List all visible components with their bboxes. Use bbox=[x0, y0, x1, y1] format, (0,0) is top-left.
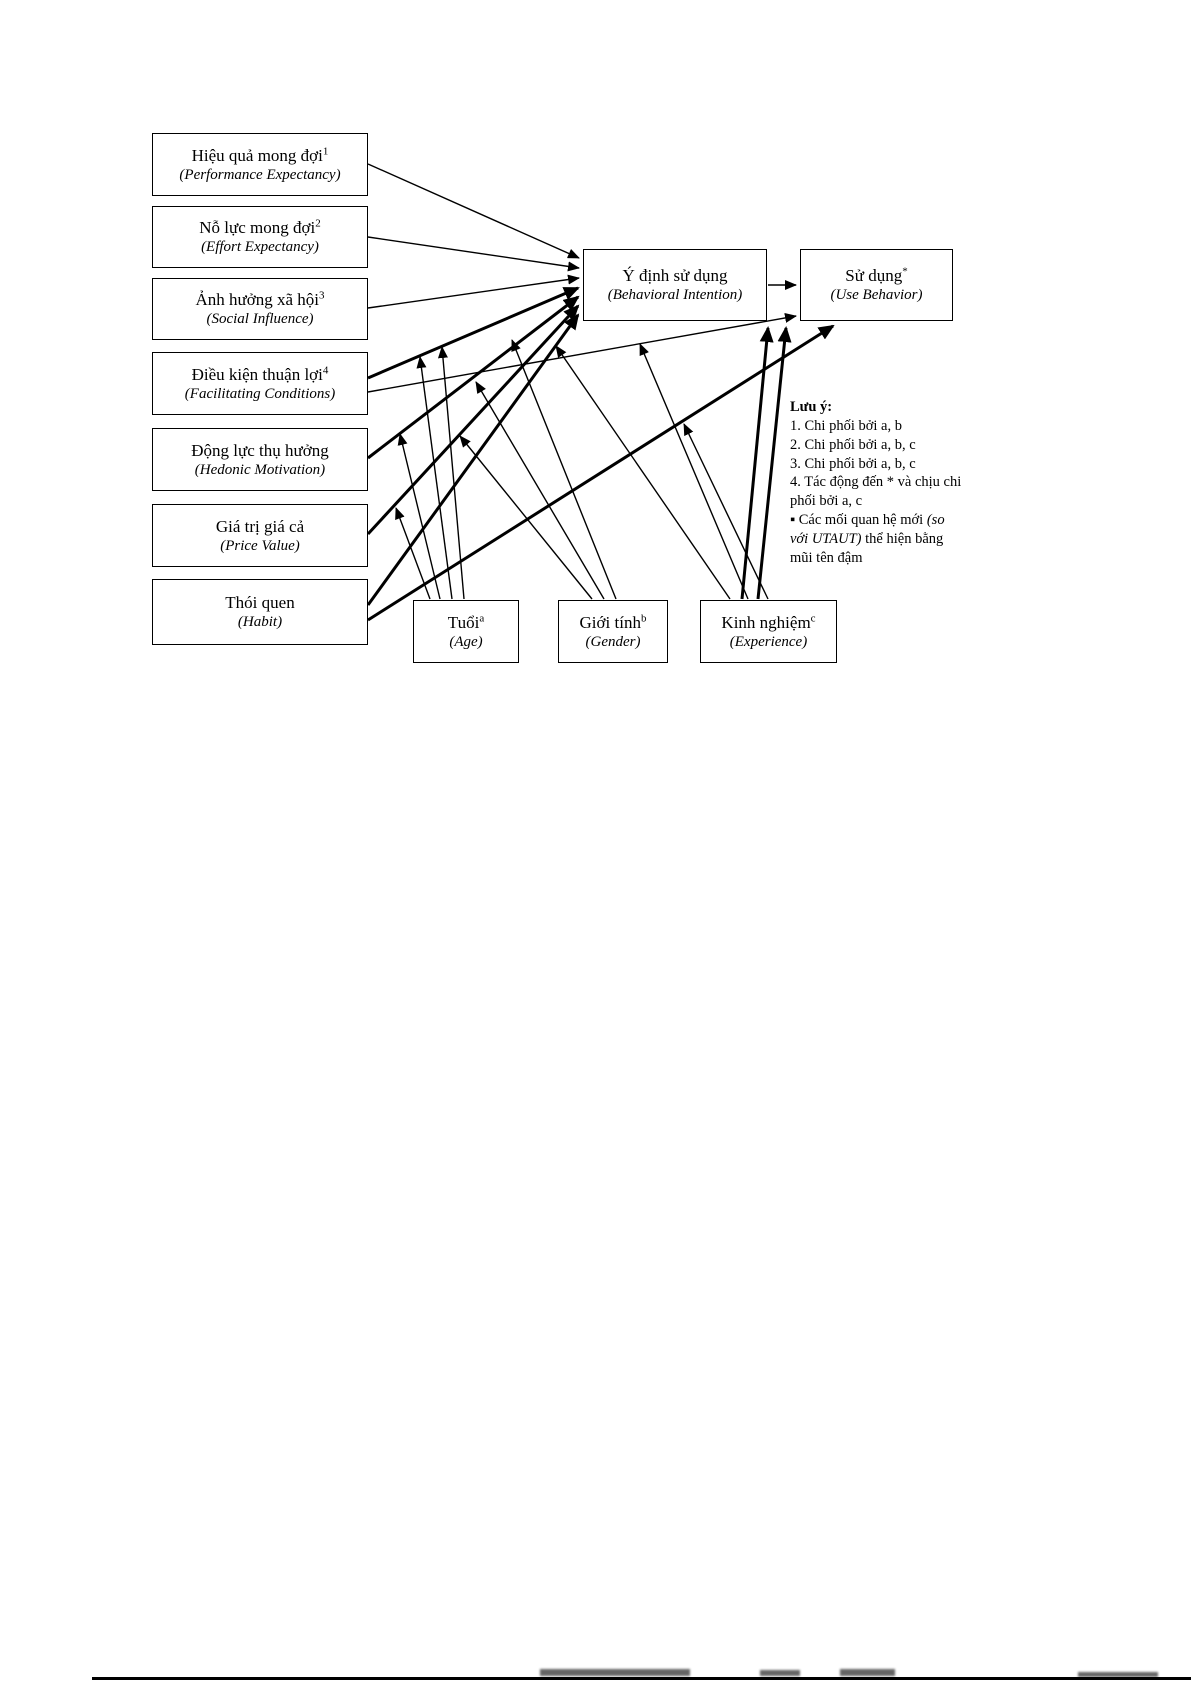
arrow-hedonic-to-intention bbox=[368, 297, 578, 458]
box-label-en: (Experience) bbox=[729, 633, 808, 650]
arrow-social-to-intention bbox=[368, 278, 579, 308]
arrow-age-moderator-3 bbox=[420, 357, 452, 599]
legend-note-2: 2. Chi phối bởi a, b, c bbox=[790, 436, 916, 453]
box-label-en: (Age) bbox=[449, 633, 483, 650]
legend-note-1: 1. Chi phối bởi a, b bbox=[790, 417, 902, 434]
box-label-vi: Thói quen bbox=[225, 593, 295, 612]
arrow-experience-to-use-2 bbox=[758, 328, 786, 599]
arrow-gender-moderator-1 bbox=[460, 436, 592, 599]
arrow-gender-moderator-2 bbox=[476, 382, 604, 599]
box-social-influence bbox=[152, 278, 368, 340]
arrow-age-moderator-4 bbox=[442, 347, 464, 599]
box-label-vi: Sử dụng* bbox=[845, 265, 908, 285]
box-label-vi: Ảnh hưởng xã hội$^3$ bbox=[195, 289, 325, 309]
box-label-en: (Habit) bbox=[237, 614, 283, 631]
box-performance-expectancy bbox=[152, 133, 368, 196]
arrow-facilitating-to-intention bbox=[368, 288, 578, 378]
box-label-en: (Hedonic Motivation) bbox=[194, 461, 326, 478]
arrow-price-to-intention bbox=[368, 306, 578, 534]
box-label-en: (Performance Expectancy) bbox=[179, 166, 341, 183]
box-age bbox=[413, 600, 519, 663]
legend-title: Lưu ý: bbox=[790, 399, 833, 415]
box-label-en: (Use Behavior) bbox=[830, 287, 923, 304]
legend-notes bbox=[790, 398, 964, 568]
box-label-en: (Effort Expectancy) bbox=[201, 239, 319, 256]
box-label-vi: Động lực thụ hưởng bbox=[191, 440, 329, 460]
box-label-en: (Behavioral Intention) bbox=[607, 287, 743, 304]
box-use-behavior bbox=[800, 249, 953, 321]
box-label-vi: Hiệu quả mong đợi$^1$ bbox=[191, 144, 329, 165]
box-habit bbox=[152, 579, 368, 645]
box-effort-expectancy bbox=[152, 206, 368, 268]
legend-note-4: 4. Tác động đến * và chịu chi phối bởi a, c bbox=[790, 474, 962, 510]
box-experience bbox=[700, 600, 837, 663]
box-label-vi: Kinh nghiệm$^c$ bbox=[721, 611, 816, 632]
box-label-vi: Giá trị giá cả bbox=[215, 516, 305, 536]
arrow-habit-to-intention bbox=[368, 315, 578, 605]
arrow-performance-to-intention bbox=[368, 164, 579, 258]
arrow-age-moderator-1 bbox=[396, 508, 430, 599]
box-label-vi: Giới tính$^b$ bbox=[579, 611, 647, 632]
box-label-en: (Price Value) bbox=[220, 537, 300, 554]
arrow-experience-to-use-1 bbox=[742, 328, 768, 599]
box-facilitating-conditions bbox=[152, 352, 368, 415]
legend-bullet-note: ▪ Các mối quan hệ mới (so với UTAUT) thể hiện bằng mũi tên đậm bbox=[790, 512, 945, 566]
box-label-vi: Nỗ lực mong đợi$^2$ bbox=[199, 217, 321, 237]
box-label-vi: Tuổi$^a$ bbox=[447, 611, 485, 632]
arrow-facilitating-to-use bbox=[368, 316, 796, 392]
box-label-en: (Social Influence) bbox=[206, 311, 314, 328]
box-hedonic-motivation bbox=[152, 428, 368, 491]
arrow-effort-to-intention bbox=[368, 237, 579, 268]
box-label-en: (Gender) bbox=[585, 633, 641, 650]
box-behavioral-intention bbox=[583, 249, 767, 321]
box-label-vi: Ý định sử dụng bbox=[622, 266, 728, 285]
legend-note-3: 3. Chi phối bởi a, b, c bbox=[790, 455, 916, 472]
box-gender bbox=[558, 600, 668, 663]
box-label-vi: Điều kiện thuận lợi$^4$ bbox=[191, 363, 329, 384]
arrow-experience-moderator-2 bbox=[640, 344, 748, 599]
box-price-value bbox=[152, 504, 368, 567]
box-label-en: (Facilitating Conditions) bbox=[184, 385, 336, 402]
